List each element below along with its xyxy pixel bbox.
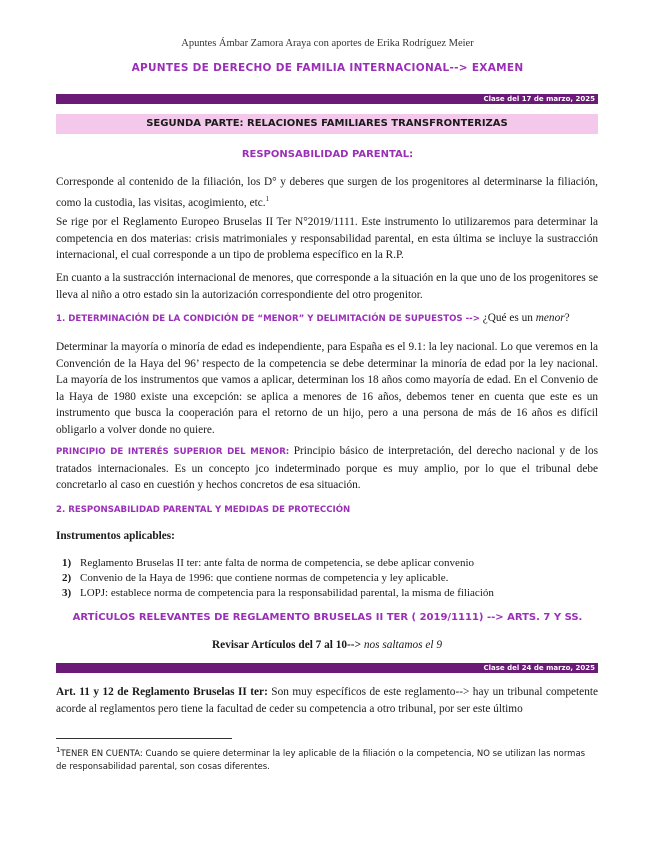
list-item <box>62 586 598 601</box>
articles-heading: ARTÍCULOS RELEVANTES DE REGLAMENTO BRUSELAS II TER ( 2019/1111) --> ARTS. 7 Y SS. <box>72 612 583 623</box>
list-item <box>62 556 598 571</box>
paragraph <box>56 174 598 211</box>
footnote-text: TENER EN CUENTA: Cuando se quiere determinar la ley aplicable de la filiación o la competencia, NO se utilizan las normas de responsabilidad parental, son cosas diferentes. <box>56 748 586 772</box>
footnote-number: 1 <box>56 746 61 754</box>
class-date-label: Clase del 24 de marzo, 2025 <box>483 664 595 672</box>
paragraph <box>56 443 598 494</box>
list-number: 2) <box>62 571 72 584</box>
list-text: Reglamento Bruselas II ter: ante falta de norma de competencia, se debe aplicar convenio <box>80 557 474 569</box>
instruments-title: Instrumentos aplicables: <box>56 530 175 542</box>
document-title: APUNTES DE DERECHO DE FAMILIA INTERNACIONAL--> EXAMEN <box>131 62 524 74</box>
list-item <box>62 571 598 586</box>
inline-heading: PRINCIPIO DE INTERÉS SUPERIOR DEL MENOR: <box>56 447 290 457</box>
paragraph: Se rige por el Reglamento Europeo Bruselas II Ter N°2019/1111. Este instrumento lo utilizaremos para determinar la competencia en dos materias: crisis matrimoniales y responsabilidad parental, en esta última se incluye la sustracción internacional, el cual corresponde a un tipo de problema específico en la R.P. <box>56 216 598 262</box>
class-date-label: Clase del 17 de marzo, 2025 <box>483 95 595 103</box>
heading-question-italic: menor <box>535 312 565 324</box>
footnote <box>56 744 598 774</box>
paragraph-text: Corresponde al contenido de la filiación, los D° y deberes que surgen de los progenitores al determinarse la filiación, como la custodia, las visitas, acogimiento, etc. <box>56 176 598 209</box>
list-number: 3) <box>62 586 72 599</box>
heading-responsabilidad <box>56 503 598 515</box>
paragraph-bold: Art. 11 y 12 de Reglamento Bruselas II ter: <box>56 686 268 698</box>
heading-menor <box>56 312 598 324</box>
subsection-title: RESPONSABILIDAD PARENTAL: <box>241 149 414 160</box>
footnote-divider <box>56 738 232 739</box>
heading-question-end: ? <box>564 312 570 324</box>
paragraph: Determinar la mayoría o minoría de edad es independiente, para España es el 9.1: la ley nacional. Lo que veremos en la Convención de la Haya del 96’ respecto de la competencia se debe determinar la minoría de edad por la ley nacional. La mayoría de los instrumentos que vamos a aplicar, determinan los 18 años como mayoría de edad. En el Convenio de la Haya de 1980 existe una excepción: se aplica a menores de 16 años, debemos tener en cuenta que este es un instrumento que busca la cooperación para el retorno de un hijo, pero a una persona de más de 16 años es difícil obligarlo a volver donde no quiere. <box>56 341 598 436</box>
list-number: 1) <box>62 557 72 569</box>
review-note <box>56 639 598 651</box>
paragraph-text: Son muy específicos de este reglamento--> hay un tribunal competente acorde al reglamentos pero tiene la facultad de ceder su competencia a otro tribunal, por ser este último <box>56 686 598 715</box>
review-bold: Revisar Artículos del 7 al 10--> <box>212 639 362 651</box>
header-note: Apuntes Ámbar Zamora Araya con aportes de Erika Rodríguez Meier <box>181 38 474 49</box>
heading-question: ¿Qué es un <box>479 312 536 324</box>
review-italic: nos saltamos el 9 <box>361 639 442 651</box>
paragraph: En cuanto a la sustracción internacional de menores, que corresponde a la situación en la que uno de los progenitores se lleva al niño a otro estado sin la autorización correspondiente del otro progenitor. <box>56 272 598 301</box>
list-text: LOPJ: establece norma de competencia para la responsabilidad parental, la misma de filiación <box>80 586 494 599</box>
class-date-bar <box>56 94 598 104</box>
list-text: Convenio de la Haya de 1996: que contiene normas de competencia y ley aplicable. <box>80 571 449 584</box>
class-date-bar <box>56 663 598 673</box>
section-heading: SEGUNDA PARTE: RELACIONES FAMILIARES TRANSFRONTERIZAS <box>56 114 598 134</box>
heading-text: 1. DETERMINACIÓN DE LA CONDICIÓN DE “MENOR” Y DELIMITACIÓN DE SUPUESTOS --> <box>56 314 480 324</box>
instruments-list <box>62 556 598 600</box>
footnote-ref[interactable]: 1 <box>265 194 270 203</box>
heading-text: 2. RESPONSABILIDAD PARENTAL Y MEDIDAS DE PROTECCIÓN <box>56 505 351 515</box>
paragraph <box>56 684 598 717</box>
paragraph-text: Principio básico de interpretación, del derecho nacional y de los tratados internacionales. Es un concepto jco indeterminado porque es muy amplio, por lo que el tribunal debe concretarlo al caso en cuestión y hechos concretos de esa situación. <box>56 445 598 492</box>
